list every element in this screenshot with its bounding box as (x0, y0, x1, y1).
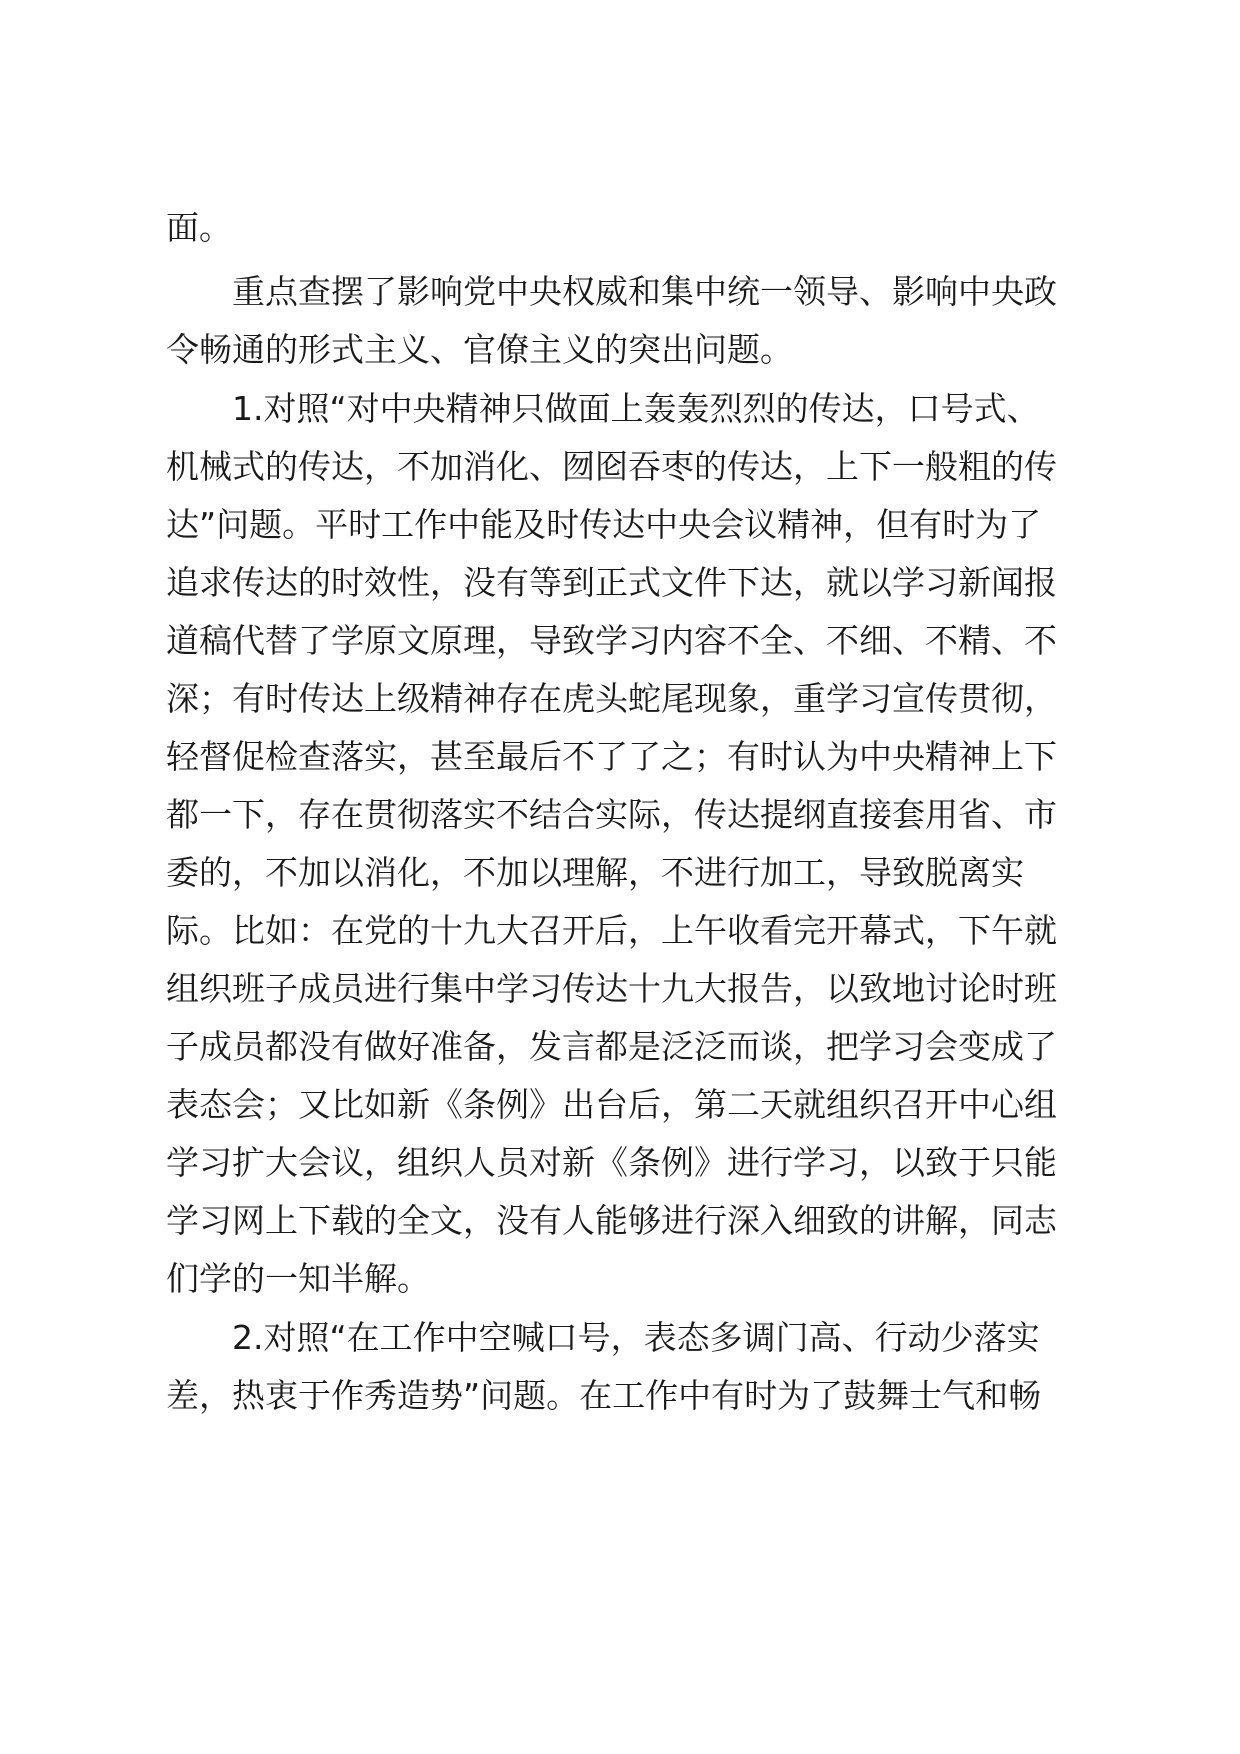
paragraph-intro-line-2: 令畅通的形式主义、官僚主义的突出问题。 (166, 330, 793, 369)
paragraph-item2-line-2: 差，热衷于作秀造势”问题。在工作中有时为了鼓舞士气和畅 (166, 1376, 1042, 1415)
paragraph-item1-line-9: 委的，不加以消化，不加以理解，不进行加工，导致脱离实 (166, 853, 1024, 892)
paragraph-item1-line-2: 机械式的传达，不加消化、囫囵吞枣的传达，上下一般粗的传 (166, 447, 1057, 486)
paragraph-item1-line-3: 达”问题。平时工作中能及时传达中央会议精神，但有时为了 (166, 505, 1042, 544)
paragraph-item1-line-15: 学习网上下载的全文，没有人能够进行深入细致的讲解，同志 (166, 1201, 1057, 1240)
paragraph-item1-line-14: 学习扩大会议，组织人员对新《条例》进行学习，以致于只能 (166, 1143, 1057, 1182)
paragraph-item1-line-13: 表态会；又比如新《条例》出台后，第二天就组织召开中心组 (166, 1085, 1057, 1124)
paragraph-item1-line-5: 道稿代替了学原文原理，导致学习内容不全、不细、不精、不 (166, 621, 1057, 660)
paragraph-intro-line-1: 重点查摆了影响党中央权威和集中统一领导、影响中央政 (232, 272, 1057, 311)
paragraph-item1-line-11: 组织班子成员进行集中学习传达十九大报告，以致地讨论时班 (166, 969, 1057, 1008)
paragraph-item2-line-1: 2.对照“在工作中空喊口号，表态多调门高、行动少落实 (232, 1318, 1040, 1357)
paragraph-item1-line-1: 1.对照“对中央精神只做面上轰轰烈烈的传达，口号式、 (232, 389, 1040, 428)
text-line-1: 面。 (166, 208, 232, 247)
paragraph-item1-line-16: 们学的一知半解。 (166, 1259, 430, 1298)
paragraph-item1-line-12: 子成员都没有做好准备，发言都是泛泛而谈，把学习会变成了 (166, 1027, 1057, 1066)
paragraph-item1-line-10: 际。比如：在党的十九大召开后，上午收看完开幕式，下午就 (166, 911, 1057, 950)
paragraph-item1-line-7: 轻督促检查落实，甚至最后不了了之；有时认为中央精神上下 (166, 737, 1057, 776)
paragraph-item1-line-6: 深；有时传达上级精神存在虎头蛇尾现象，重学习宣传贯彻， (166, 679, 1057, 718)
paragraph-item1-line-4: 追求传达的时效性，没有等到正式文件下达，就以学习新闻报 (166, 563, 1057, 602)
paragraph-item1-line-8: 都一下，存在贯彻落实不结合实际，传达提纲直接套用省、市 (166, 795, 1057, 834)
